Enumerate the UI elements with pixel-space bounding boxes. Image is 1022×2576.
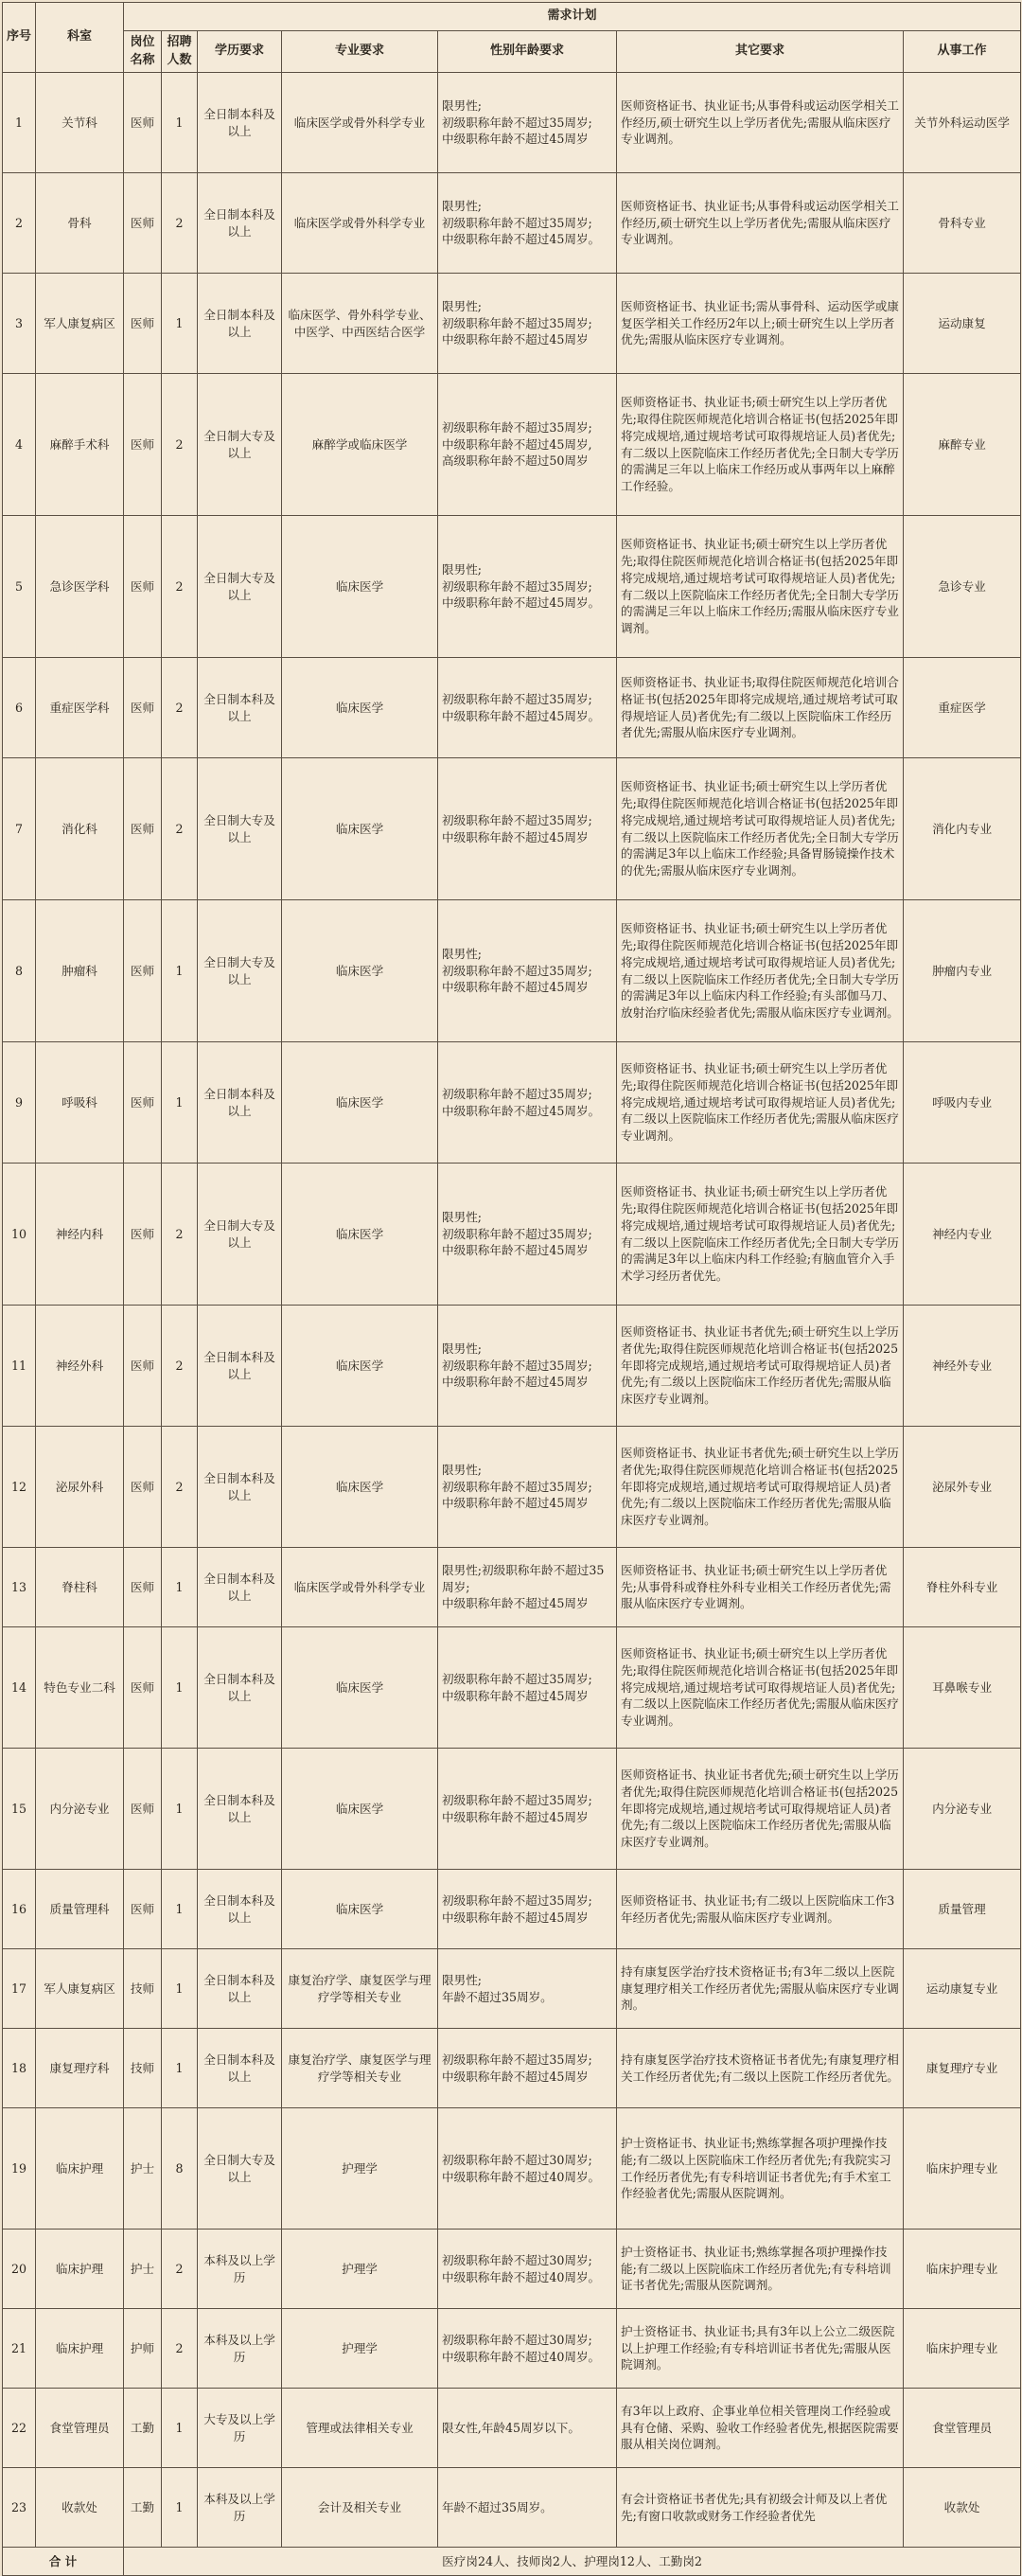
row-other: 医师资格证书、执业证书;硕士研究生以上学历者优先;从事骨科或脊柱外科专业相关工作经历者优先;需服从临床医疗专业调剂。 xyxy=(617,1548,904,1627)
row-other: 医师资格证书、执业证书;从事骨科或运动医学相关工作经历,硕士研究生以上学历者优先;需服从临床医疗专业调剂。 xyxy=(617,173,904,274)
row-count: 2 xyxy=(162,374,198,516)
row-no: 7 xyxy=(3,758,36,900)
row-count: 2 xyxy=(162,173,198,274)
row-education: 全日制本科及以上 xyxy=(198,1548,282,1627)
row-age: 初级职称年龄不超过35周岁; 中级职称年龄不超过45周岁 xyxy=(438,1749,617,1870)
row-work: 临床护理专业 xyxy=(904,2230,1021,2309)
table-row xyxy=(3,1164,1021,1306)
row-work: 肿瘤内专业 xyxy=(904,900,1021,1042)
row-education: 全日制大专及以上 xyxy=(198,758,282,900)
header-position: 岗位名称 xyxy=(124,31,162,73)
row-work: 运动康复 xyxy=(904,274,1021,374)
row-education: 全日制本科及以上 xyxy=(198,73,282,173)
row-major: 临床医学或骨外科学专业 xyxy=(282,73,438,173)
row-other: 医师资格证书、执业证书;取得住院医师规范化培训合格证书(包括2025年即将完成规培,通过规培考试可取得规培证人员)者优先;有二级以上医院临床工作经历者优先;需服从临床医疗专业调剂。 xyxy=(617,658,904,758)
row-work: 食堂管理员 xyxy=(904,2389,1021,2468)
row-major: 临床医学 xyxy=(282,516,438,658)
row-dept: 收款处 xyxy=(36,2468,124,2548)
row-major: 管理或法律相关专业 xyxy=(282,2389,438,2468)
table-row xyxy=(3,73,1021,173)
row-education: 大专及以上学历 xyxy=(198,2389,282,2468)
row-other: 有3年以上政府、企事业单位相关管理岗工作经验或具有仓储、采购、验收工作经验者优先,根据医院需要服从相关岗位调剂。 xyxy=(617,2389,904,2468)
row-other: 医师资格证书、执业证书;硕士研究生以上学历者优先;取得住院医师规范化培训合格证书(包括2025年即将完成规培,通过规培考试可取得规培证人员)者优先;有二级以上医院临床工作经历者优先;需服从临床医疗专业调剂。 xyxy=(617,1627,904,1749)
row-work: 泌尿外专业 xyxy=(904,1427,1021,1548)
table-row xyxy=(3,2309,1021,2389)
row-position: 医师 xyxy=(124,1306,162,1427)
row-position: 护师 xyxy=(124,2309,162,2389)
row-age: 限男性; 初级职称年龄不超过35周岁; 中级职称年龄不超过45周岁 xyxy=(438,73,617,173)
row-dept: 神经内科 xyxy=(36,1164,124,1306)
row-position: 护士 xyxy=(124,2108,162,2230)
total-row xyxy=(3,2548,1021,2576)
row-major: 临床医学 xyxy=(282,1427,438,1548)
row-position: 医师 xyxy=(124,374,162,516)
row-dept: 重症医学科 xyxy=(36,658,124,758)
row-count: 2 xyxy=(162,1427,198,1548)
row-position: 技师 xyxy=(124,2029,162,2108)
row-dept: 肿瘤科 xyxy=(36,900,124,1042)
row-major: 临床医学 xyxy=(282,1306,438,1427)
row-no: 17 xyxy=(3,1949,36,2029)
row-education: 全日制本科及以上 xyxy=(198,1870,282,1949)
row-work: 麻醉专业 xyxy=(904,374,1021,516)
row-education: 全日制本科及以上 xyxy=(198,173,282,274)
header-major: 专业要求 xyxy=(282,31,438,73)
row-no: 12 xyxy=(3,1427,36,1548)
row-education: 全日制本科及以上 xyxy=(198,658,282,758)
row-other: 持有康复医学治疗技术资格证书;有3年二级以上医院康复理疗相关工作经历者优先;需服从临床医疗专业调剂。 xyxy=(617,1949,904,2029)
row-position: 医师 xyxy=(124,1548,162,1627)
row-other: 医师资格证书、执业证书;有二级以上医院临床工作3年经历者优先;需服从临床医疗专业调剂。 xyxy=(617,1870,904,1949)
row-work: 重症医学 xyxy=(904,658,1021,758)
row-major: 临床医学 xyxy=(282,1164,438,1306)
row-dept: 质量管理科 xyxy=(36,1870,124,1949)
row-other: 医师资格证书、执业证书;硕士研究生以上学历者优先;取得住院医师规范化培训合格证书(包括2025年即将完成规培,通过规培考试可取得规培证人员)者优先;有二级以上医院临床工作经历者优先;全日制大专学历的需满足三年以上临床工作经历;需服从临床医疗专业调剂。 xyxy=(617,516,904,658)
row-count: 1 xyxy=(162,1042,198,1164)
row-count: 2 xyxy=(162,658,198,758)
row-major: 麻醉学或临床医学 xyxy=(282,374,438,516)
table-row xyxy=(3,2230,1021,2309)
row-position: 医师 xyxy=(124,516,162,658)
row-dept: 消化科 xyxy=(36,758,124,900)
header-row-top xyxy=(3,3,1021,31)
row-work: 内分泌专业 xyxy=(904,1749,1021,1870)
row-age: 限男性; 初级职称年龄不超过35周岁; 中级职称年龄不超过45周岁 xyxy=(438,1427,617,1548)
row-no: 3 xyxy=(3,274,36,374)
row-dept: 临床护理 xyxy=(36,2108,124,2230)
row-no: 21 xyxy=(3,2309,36,2389)
row-no: 23 xyxy=(3,2468,36,2548)
row-position: 医师 xyxy=(124,1427,162,1548)
row-no: 13 xyxy=(3,1548,36,1627)
row-other: 护士资格证书、执业证书;熟练掌握各项护理操作技能;有二级以上医院临床工作经历者优先;有专科培训证书者优先;需服从医院调剂。 xyxy=(617,2230,904,2309)
row-no: 10 xyxy=(3,1164,36,1306)
table-row xyxy=(3,2468,1021,2548)
row-no: 11 xyxy=(3,1306,36,1427)
row-position: 医师 xyxy=(124,1870,162,1949)
row-age: 初级职称年龄不超过35周岁; 中级职称年龄不超过45周岁 xyxy=(438,758,617,900)
header-education: 学历要求 xyxy=(198,31,282,73)
row-no: 9 xyxy=(3,1042,36,1164)
row-education: 全日制大专及以上 xyxy=(198,516,282,658)
row-count: 2 xyxy=(162,2230,198,2309)
row-major: 临床医学 xyxy=(282,1627,438,1749)
row-position: 医师 xyxy=(124,1164,162,1306)
table-row xyxy=(3,1042,1021,1164)
row-age: 限男性; 初级职称年龄不超过35周岁; 中级职称年龄不超过45周岁。 xyxy=(438,173,617,274)
row-dept: 内分泌专业 xyxy=(36,1749,124,1870)
row-age: 限男性; 年龄不超过35周岁。 xyxy=(438,1949,617,2029)
row-work: 关节外科运动医学 xyxy=(904,73,1021,173)
row-work: 临床护理专业 xyxy=(904,2108,1021,2230)
header-work: 从事工作 xyxy=(904,31,1021,73)
row-position: 技师 xyxy=(124,1949,162,2029)
row-age: 限女性,年龄45周岁以下。 xyxy=(438,2389,617,2468)
row-education: 全日制本科及以上 xyxy=(198,1627,282,1749)
row-position: 医师 xyxy=(124,73,162,173)
row-position: 医师 xyxy=(124,1627,162,1749)
row-work: 神经外专业 xyxy=(904,1306,1021,1427)
row-count: 1 xyxy=(162,1548,198,1627)
row-work: 神经内专业 xyxy=(904,1164,1021,1306)
row-count: 1 xyxy=(162,2389,198,2468)
row-age: 初级职称年龄不超过35周岁; 中级职称年龄不超过45周岁 xyxy=(438,2029,617,2108)
row-major: 护理学 xyxy=(282,2108,438,2230)
table-row xyxy=(3,374,1021,516)
row-age: 限男性; 初级职称年龄不超过35周岁; 中级职称年龄不超过45周岁。 xyxy=(438,516,617,658)
row-major: 临床医学 xyxy=(282,1042,438,1164)
row-education: 全日制本科及以上 xyxy=(198,1749,282,1870)
row-count: 1 xyxy=(162,2029,198,2108)
header-plan: 需求计划 xyxy=(124,3,1021,31)
row-other: 医师资格证书、执业证书者优先;硕士研究生以上学历者优先;取得住院医师规范化培训合格证书(包括2025年即将完成规培,通过规培考试可取得规培证人员)者优先;有二级以上医院临床工作经历者优先;需服从临床医疗专业调剂。 xyxy=(617,1306,904,1427)
header-other: 其它要求 xyxy=(617,31,904,73)
row-dept: 急诊医学科 xyxy=(36,516,124,658)
row-age: 限男性; 初级职称年龄不超过35周岁; 中级职称年龄不超过45周岁 xyxy=(438,1306,617,1427)
row-dept: 特色专业二科 xyxy=(36,1627,124,1749)
row-dept: 骨科 xyxy=(36,173,124,274)
table-row xyxy=(3,900,1021,1042)
row-position: 工勤 xyxy=(124,2468,162,2548)
row-major: 护理学 xyxy=(282,2230,438,2309)
row-no: 4 xyxy=(3,374,36,516)
row-age: 限男性; 初级职称年龄不超过35周岁; 中级职称年龄不超过45周岁 xyxy=(438,1164,617,1306)
row-major: 临床医学 xyxy=(282,900,438,1042)
row-other: 有会计资格证书者优先;具有初级会计师及以上者优先;有窗口收款或财务工作经验者优先 xyxy=(617,2468,904,2548)
header-age: 性别年龄要求 xyxy=(438,31,617,73)
row-dept: 军人康复病区 xyxy=(36,1949,124,2029)
row-work: 收款处 xyxy=(904,2468,1021,2548)
row-count: 8 xyxy=(162,2108,198,2230)
table-row xyxy=(3,758,1021,900)
row-other: 医师资格证书、执业证书;从事骨科或运动医学相关工作经历,硕士研究生以上学历者优先;需服从临床医疗专业调剂。 xyxy=(617,73,904,173)
row-count: 2 xyxy=(162,2309,198,2389)
header-row-sub xyxy=(3,31,1021,73)
row-position: 医师 xyxy=(124,658,162,758)
row-age: 初级职称年龄不超过35周岁; 中级职称年龄不超过45周岁, 高级职称年龄不超过50周岁 xyxy=(438,374,617,516)
row-other: 医师资格证书、执业证书者优先;硕士研究生以上学历者优先;取得住院医师规范化培训合格证书(包括2025年即将完成规培,通过规培考试可取得规培证人员)者优先;有二级以上医院临床工作经历者优先;需服从临床医疗专业调剂。 xyxy=(617,1427,904,1548)
row-dept: 脊柱科 xyxy=(36,1548,124,1627)
table-row xyxy=(3,1627,1021,1749)
row-no: 1 xyxy=(3,73,36,173)
row-count: 2 xyxy=(162,516,198,658)
row-no: 20 xyxy=(3,2230,36,2309)
row-work: 消化内专业 xyxy=(904,758,1021,900)
recruitment-table xyxy=(2,2,1021,2576)
row-count: 1 xyxy=(162,1949,198,2029)
table-row xyxy=(3,516,1021,658)
row-major: 临床医学 xyxy=(282,1870,438,1949)
row-education: 全日制大专及以上 xyxy=(198,374,282,516)
row-count: 2 xyxy=(162,1164,198,1306)
table-row xyxy=(3,1306,1021,1427)
row-education: 全日制本科及以上 xyxy=(198,1949,282,2029)
row-education: 全日制大专及以上 xyxy=(198,2108,282,2230)
row-major: 临床医学或骨外科学专业 xyxy=(282,1548,438,1627)
row-count: 1 xyxy=(162,1749,198,1870)
row-age: 初级职称年龄不超过30周岁; 中级职称年龄不超过40周岁。 xyxy=(438,2309,617,2389)
table-body xyxy=(3,73,1021,2548)
row-work: 脊柱外科专业 xyxy=(904,1548,1021,1627)
row-major: 会计及相关专业 xyxy=(282,2468,438,2548)
table-row xyxy=(3,2389,1021,2468)
row-major: 临床医学或骨外科学专业 xyxy=(282,173,438,274)
row-education: 本科及以上学历 xyxy=(198,2230,282,2309)
row-age: 初级职称年龄不超过35周岁; 中级职称年龄不超过45周岁 xyxy=(438,1627,617,1749)
row-count: 1 xyxy=(162,1870,198,1949)
row-major: 康复治疗学、康复医学与理疗学等相关专业 xyxy=(282,2029,438,2108)
row-age: 初级职称年龄不超过30周岁; 中级职称年龄不超过40周岁。 xyxy=(438,2108,617,2230)
row-work: 急诊专业 xyxy=(904,516,1021,658)
header-no: 序号 xyxy=(3,3,36,73)
table-row xyxy=(3,173,1021,274)
row-dept: 呼吸科 xyxy=(36,1042,124,1164)
row-age: 初级职称年龄不超过30周岁; 中级职称年龄不超过40周岁。 xyxy=(438,2230,617,2309)
row-no: 14 xyxy=(3,1627,36,1749)
row-age: 限男性;初级职称年龄不超过35周岁; 中级职称年龄不超过45周岁 xyxy=(438,1548,617,1627)
row-education: 本科及以上学历 xyxy=(198,2468,282,2548)
row-no: 6 xyxy=(3,658,36,758)
row-dept: 食堂管理员 xyxy=(36,2389,124,2468)
row-count: 1 xyxy=(162,2468,198,2548)
row-work: 运动康复专业 xyxy=(904,1949,1021,2029)
row-other: 持有康复医学治疗技术资格证书者优先;有康复理疗相关工作经历者优先;有二级以上医院工作经历者优先。 xyxy=(617,2029,904,2108)
row-age: 限男性; 初级职称年龄不超过35周岁; 中级职称年龄不超过45周岁 xyxy=(438,900,617,1042)
row-count: 1 xyxy=(162,274,198,374)
row-dept: 关节科 xyxy=(36,73,124,173)
header-count: 招聘人数 xyxy=(162,31,198,73)
row-count: 1 xyxy=(162,1627,198,1749)
table-row xyxy=(3,1949,1021,2029)
row-no: 8 xyxy=(3,900,36,1042)
row-position: 医师 xyxy=(124,1749,162,1870)
row-other: 医师资格证书、执业证书;硕士研究生以上学历者优先;取得住院医师规范化培训合格证书(包括2025年即将完成规培,通过规培考试可取得规培证人员)者优先;有二级以上医院临床工作经历者优先;需服从临床医疗专业调剂。 xyxy=(617,1042,904,1164)
row-count: 2 xyxy=(162,1306,198,1427)
row-major: 临床医学、骨外科学专业、中医学、中西医结合医学 xyxy=(282,274,438,374)
row-dept: 泌尿外科 xyxy=(36,1427,124,1548)
row-major: 临床医学 xyxy=(282,1749,438,1870)
row-dept: 麻醉手术科 xyxy=(36,374,124,516)
total-summary: 医疗岗24人、技师岗2人、护理岗12人、工勤岗2 xyxy=(124,2548,1021,2576)
row-no: 15 xyxy=(3,1749,36,1870)
row-position: 医师 xyxy=(124,274,162,374)
row-major: 康复治疗学、康复医学与理疗学等相关专业 xyxy=(282,1949,438,2029)
table-row xyxy=(3,1870,1021,1949)
row-age: 初级职称年龄不超过35周岁; 中级职称年龄不超过45周岁。 xyxy=(438,1042,617,1164)
row-other: 医师资格证书、执业证书;硕士研究生以上学历者优先;取得住院医师规范化培训合格证书(包括2025年即将完成规培,通过规培考试可取得规培证人员)者优先;有二级以上医院临床工作经历者优先;全日制大专学历的需满足3年以上临床工作经验;具备胃肠镜操作技术的优先;需服从临床医疗专业调剂。 xyxy=(617,758,904,900)
row-dept: 临床护理 xyxy=(36,2230,124,2309)
row-other: 医师资格证书、执业证书;硕士研究生以上学历者优先;取得住院医师规范化培训合格证书(包括2025年即将完成规培,通过规培考试可取得规培证人员)者优先;有二级以上医院临床工作经历者优先;全日制大专学历的需满足3年以上临床内科工作经验;有头部伽马刀、放射治疗临床经验者优先;需服从临床医疗专业调剂。 xyxy=(617,900,904,1042)
row-education: 本科及以上学历 xyxy=(198,2309,282,2389)
row-other: 医师资格证书、执业证书;硕士研究生以上学历者优先;取得住院医师规范化培训合格证书(包括2025年即将完成规培,通过规培考试可取得规培证人员)者优先;有二级以上医院临床工作经历者优先;全日制大专学历的需满足三年以上临床工作经历或从事两年以上麻醉工作经验。 xyxy=(617,374,904,516)
table-row xyxy=(3,2108,1021,2230)
row-no: 19 xyxy=(3,2108,36,2230)
row-no: 22 xyxy=(3,2389,36,2468)
row-other: 医师资格证书、执业证书;硕士研究生以上学历者优先;取得住院医师规范化培训合格证书(包括2025年即将完成规培,通过规培考试可取得规培证人员)者优先;有二级以上医院临床工作经历者优先;全日制大专学历的需满足3年以上临床内科工作经验;有脑血管介入手术学习经历者优先。 xyxy=(617,1164,904,1306)
row-work: 康复理疗专业 xyxy=(904,2029,1021,2108)
table-row xyxy=(3,1427,1021,1548)
row-dept: 临床护理 xyxy=(36,2309,124,2389)
row-count: 2 xyxy=(162,758,198,900)
row-no: 5 xyxy=(3,516,36,658)
table-row xyxy=(3,2029,1021,2108)
table-row xyxy=(3,1548,1021,1627)
row-age: 初级职称年龄不超过35周岁; 中级职称年龄不超过45周岁。 xyxy=(438,658,617,758)
row-education: 全日制本科及以上 xyxy=(198,2029,282,2108)
row-age: 年龄不超过35周岁。 xyxy=(438,2468,617,2548)
row-work: 呼吸内专业 xyxy=(904,1042,1021,1164)
row-major: 临床医学 xyxy=(282,758,438,900)
row-major: 护理学 xyxy=(282,2309,438,2389)
row-work: 临床护理专业 xyxy=(904,2309,1021,2389)
row-position: 医师 xyxy=(124,758,162,900)
row-education: 全日制本科及以上 xyxy=(198,1306,282,1427)
row-dept: 康复理疗科 xyxy=(36,2029,124,2108)
row-no: 18 xyxy=(3,2029,36,2108)
row-other: 医师资格证书、执业证书者优先;硕士研究生以上学历者优先;取得住院医师规范化培训合格证书(包括2025年即将完成规培,通过规培考试可取得规培证人员)者优先;有二级以上医院临床工作经历者优先;需服从临床医疗专业调剂。 xyxy=(617,1749,904,1870)
row-dept: 军人康复病区 xyxy=(36,274,124,374)
total-label: 合 计 xyxy=(3,2548,124,2576)
row-position: 医师 xyxy=(124,1042,162,1164)
row-education: 全日制大专及以上 xyxy=(198,900,282,1042)
header-dept: 科室 xyxy=(36,3,124,73)
row-position: 护士 xyxy=(124,2230,162,2309)
row-other: 医师资格证书、执业证书;需从事骨科、运动医学或康复医学相关工作经历2年以上;硕士研究生以上学历者优先;需服从临床医疗专业调剂。 xyxy=(617,274,904,374)
row-work: 骨科专业 xyxy=(904,173,1021,274)
row-work: 耳鼻喉专业 xyxy=(904,1627,1021,1749)
row-age: 初级职称年龄不超过35周岁; 中级职称年龄不超过45周岁 xyxy=(438,1870,617,1949)
row-dept: 神经外科 xyxy=(36,1306,124,1427)
row-position: 工勤 xyxy=(124,2389,162,2468)
row-no: 2 xyxy=(3,173,36,274)
row-education: 全日制本科及以上 xyxy=(198,274,282,374)
row-education: 全日制本科及以上 xyxy=(198,1427,282,1548)
row-education: 全日制本科及以上 xyxy=(198,1042,282,1164)
row-education: 全日制大专及以上 xyxy=(198,1164,282,1306)
table-row xyxy=(3,274,1021,374)
row-other: 护士资格证书、执业证书;具有3年以上公立二级医院以上护理工作经验;有专科培训证书者优先;需服从医院调剂。 xyxy=(617,2309,904,2389)
row-major: 临床医学 xyxy=(282,658,438,758)
row-age: 限男性; 初级职称年龄不超过35周岁; 中级职称年龄不超过45周岁 xyxy=(438,274,617,374)
row-no: 16 xyxy=(3,1870,36,1949)
row-count: 1 xyxy=(162,73,198,173)
row-count: 1 xyxy=(162,900,198,1042)
row-position: 医师 xyxy=(124,900,162,1042)
row-position: 医师 xyxy=(124,173,162,274)
table-row xyxy=(3,658,1021,758)
row-work: 质量管理 xyxy=(904,1870,1021,1949)
table-row xyxy=(3,1749,1021,1870)
row-other: 护士资格证书、执业证书;熟练掌握各项护理操作技能;有二级以上医院临床工作经历者优先;有我院实习工作经历者优先;有专科培训证书者优先;有手术室工作经验者优先;需服从医院调剂。 xyxy=(617,2108,904,2230)
